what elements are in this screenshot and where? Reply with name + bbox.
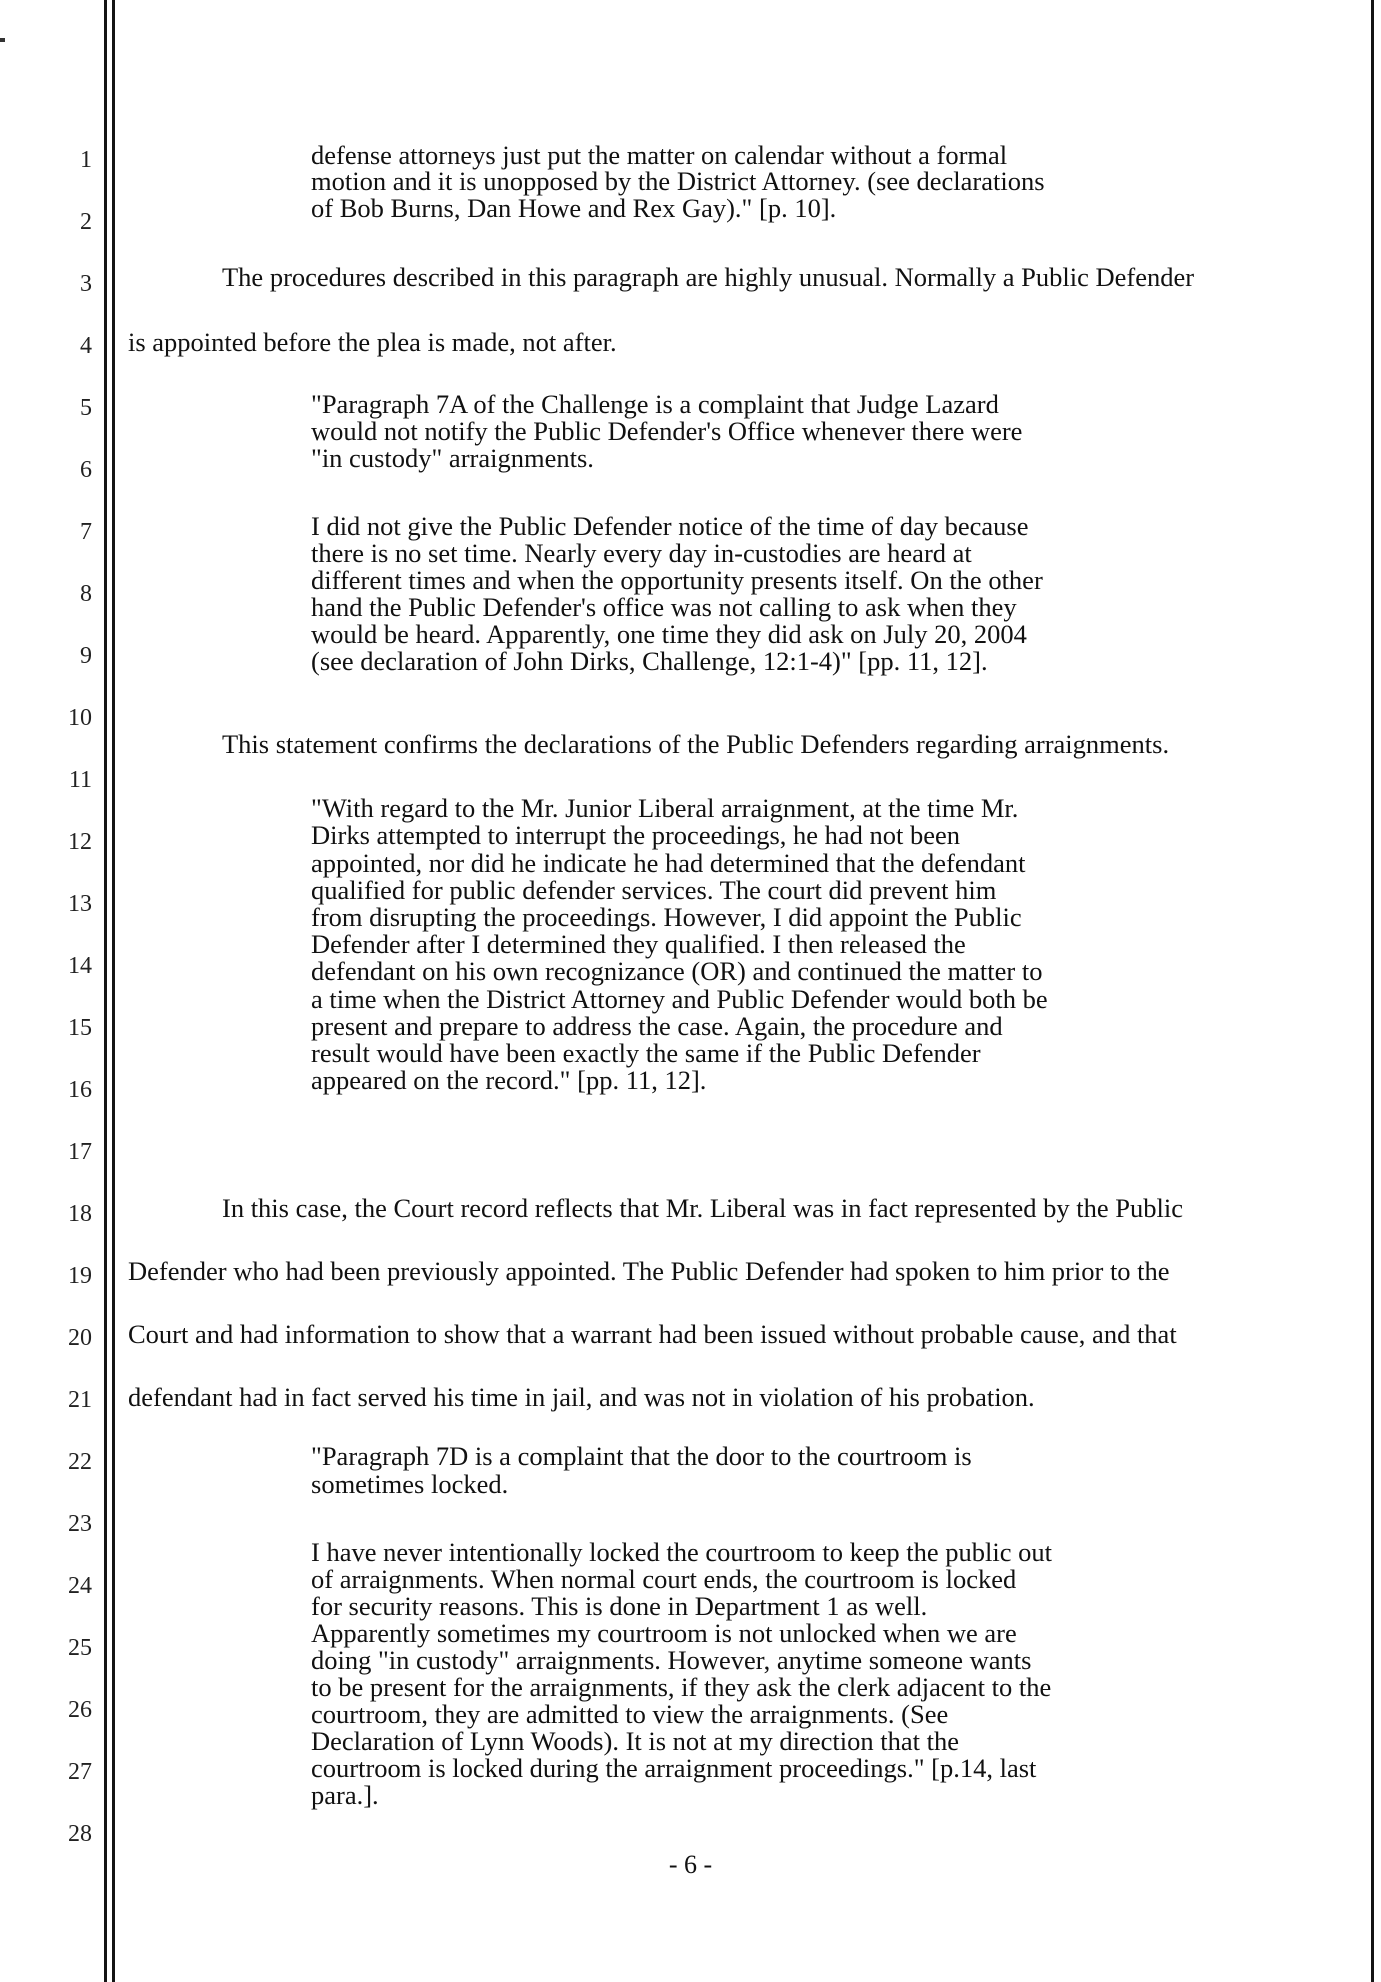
- quote-line: Declaration of Lynn Woods). It is not at my direction that the: [311, 1726, 959, 1756]
- body-line: Court and had information to show that a warrant had been issued without probable cause, and that: [128, 1319, 1177, 1349]
- line-number: 15: [68, 1015, 92, 1041]
- quote-line: motion and it is unopposed by the District Attorney. (see declarations: [311, 166, 1045, 196]
- quote-line: there is no set time. Nearly every day in-custodies are heard at: [311, 538, 972, 568]
- line-number: 22: [68, 1449, 92, 1475]
- line-number: 2: [80, 209, 92, 235]
- quote-line: would not notify the Public Defender's Office whenever there were: [311, 416, 1023, 446]
- line-number: 28: [68, 1821, 92, 1847]
- line-number: 11: [68, 767, 92, 793]
- quote-line: I did not give the Public Defender notice of the time of day because: [311, 511, 1029, 541]
- quote-line: would be heard. Apparently, one time they did ask on July 20, 2004: [311, 619, 1027, 649]
- line-number: 25: [68, 1635, 92, 1661]
- quote-line: "in custody" arraignments.: [311, 443, 594, 473]
- line-number: 24: [68, 1573, 92, 1599]
- line-number: 5: [80, 395, 92, 421]
- quote-line: "With regard to the Mr. Junior Liberal arraignment, at the time Mr.: [311, 793, 1019, 823]
- quote-line: sometimes locked.: [311, 1469, 509, 1499]
- quote-line: to be present for the arraignments, if they ask the clerk adjacent to the: [311, 1672, 1052, 1702]
- right-margin-rule: [1371, 0, 1374, 1982]
- line-number: 14: [68, 953, 92, 979]
- line-number: 27: [68, 1759, 92, 1785]
- line-number: 1: [80, 147, 92, 173]
- line-number: 19: [68, 1263, 92, 1289]
- quote-line: result would have been exactly the same if the Public Defender: [311, 1038, 981, 1068]
- line-number: 26: [68, 1697, 92, 1723]
- line-number: 21: [68, 1387, 92, 1413]
- quote-line: qualified for public defender services. The court did prevent him: [311, 875, 997, 905]
- line-number: 12: [68, 829, 92, 855]
- body-line: The procedures described in this paragraph are highly unusual. Normally a Public Defender: [222, 262, 1195, 292]
- line-number: 8: [80, 581, 92, 607]
- line-number: 20: [68, 1325, 92, 1351]
- line-number: 23: [68, 1511, 92, 1537]
- quote-line: hand the Public Defender's office was not calling to ask when they: [311, 592, 1017, 622]
- body-line: is appointed before the plea is made, not after.: [128, 327, 617, 357]
- quote-line: "Paragraph 7A of the Challenge is a complaint that Judge Lazard: [311, 389, 999, 419]
- quote-line: courtroom, they are admitted to view the arraignments. (See: [311, 1699, 949, 1729]
- scan-mark: [0, 38, 5, 42]
- quote-line: doing "in custody" arraignments. However, anytime someone wants: [311, 1645, 1032, 1675]
- body-line: This statement confirms the declarations of the Public Defenders regarding arraignments.: [222, 729, 1170, 759]
- quote-line: courtroom is locked during the arraignment proceedings." [p.14, last: [311, 1753, 1037, 1783]
- quote-line: (see declaration of John Dirks, Challenge, 12:1-4)" [pp. 11, 12].: [311, 646, 988, 676]
- line-number: 9: [80, 643, 92, 669]
- quote-line: Dirks attempted to interrupt the proceedings, he had not been: [311, 820, 961, 850]
- page-number: - 6 -: [668, 1850, 713, 1879]
- quote-line: I have never intentionally locked the courtroom to keep the public out: [311, 1537, 1053, 1567]
- body-line: In this case, the Court record reflects that Mr. Liberal was in fact represented by the Public: [222, 1193, 1184, 1223]
- quote-line: present and prepare to address the case. Again, the procedure and: [311, 1011, 1003, 1041]
- quote-line: Apparently sometimes my courtroom is not unlocked when we are: [311, 1618, 1017, 1648]
- line-number: 17: [68, 1139, 92, 1165]
- line-number: 13: [68, 891, 92, 917]
- quote-line: defendant on his own recognizance (OR) and continued the matter to: [311, 956, 1043, 986]
- quote-line: different times and when the opportunity presents itself. On the other: [311, 565, 1043, 595]
- quote-line: of arraignments. When normal court ends, the courtroom is locked: [311, 1564, 1017, 1594]
- quote-line: defense attorneys just put the matter on calendar without a formal: [311, 140, 1008, 170]
- quote-line: appointed, nor did he indicate he had determined that the defendant: [311, 848, 1026, 878]
- quote-line: Defender after I determined they qualified. I then released the: [311, 929, 966, 959]
- quote-line: appeared on the record." [pp. 11, 12].: [311, 1065, 707, 1095]
- quote-line: a time when the District Attorney and Public Defender would both be: [311, 984, 1048, 1014]
- quote-line: from disrupting the proceedings. However, I did appoint the Public: [311, 902, 1022, 932]
- line-number: 7: [80, 519, 92, 545]
- line-number: 3: [80, 271, 92, 297]
- quote-line: para.].: [311, 1780, 379, 1810]
- line-number: 10: [68, 705, 92, 731]
- quote-line: of Bob Burns, Dan Howe and Rex Gay)." [p. 10].: [311, 193, 837, 223]
- quote-line: "Paragraph 7D is a complaint that the door to the courtroom is: [311, 1441, 972, 1471]
- left-margin-rule-inner: [112, 0, 115, 1982]
- line-number: 16: [68, 1077, 92, 1103]
- line-number: 6: [80, 457, 92, 483]
- body-line: defendant had in fact served his time in jail, and was not in violation of his probation.: [128, 1382, 1035, 1412]
- line-number: 4: [80, 333, 92, 359]
- line-number: 18: [68, 1201, 92, 1227]
- quote-line: for security reasons. This is done in Department 1 as well.: [311, 1591, 928, 1621]
- body-line: Defender who had been previously appointed. The Public Defender had spoken to him prior to the: [128, 1256, 1170, 1286]
- left-margin-rule: [104, 0, 107, 1982]
